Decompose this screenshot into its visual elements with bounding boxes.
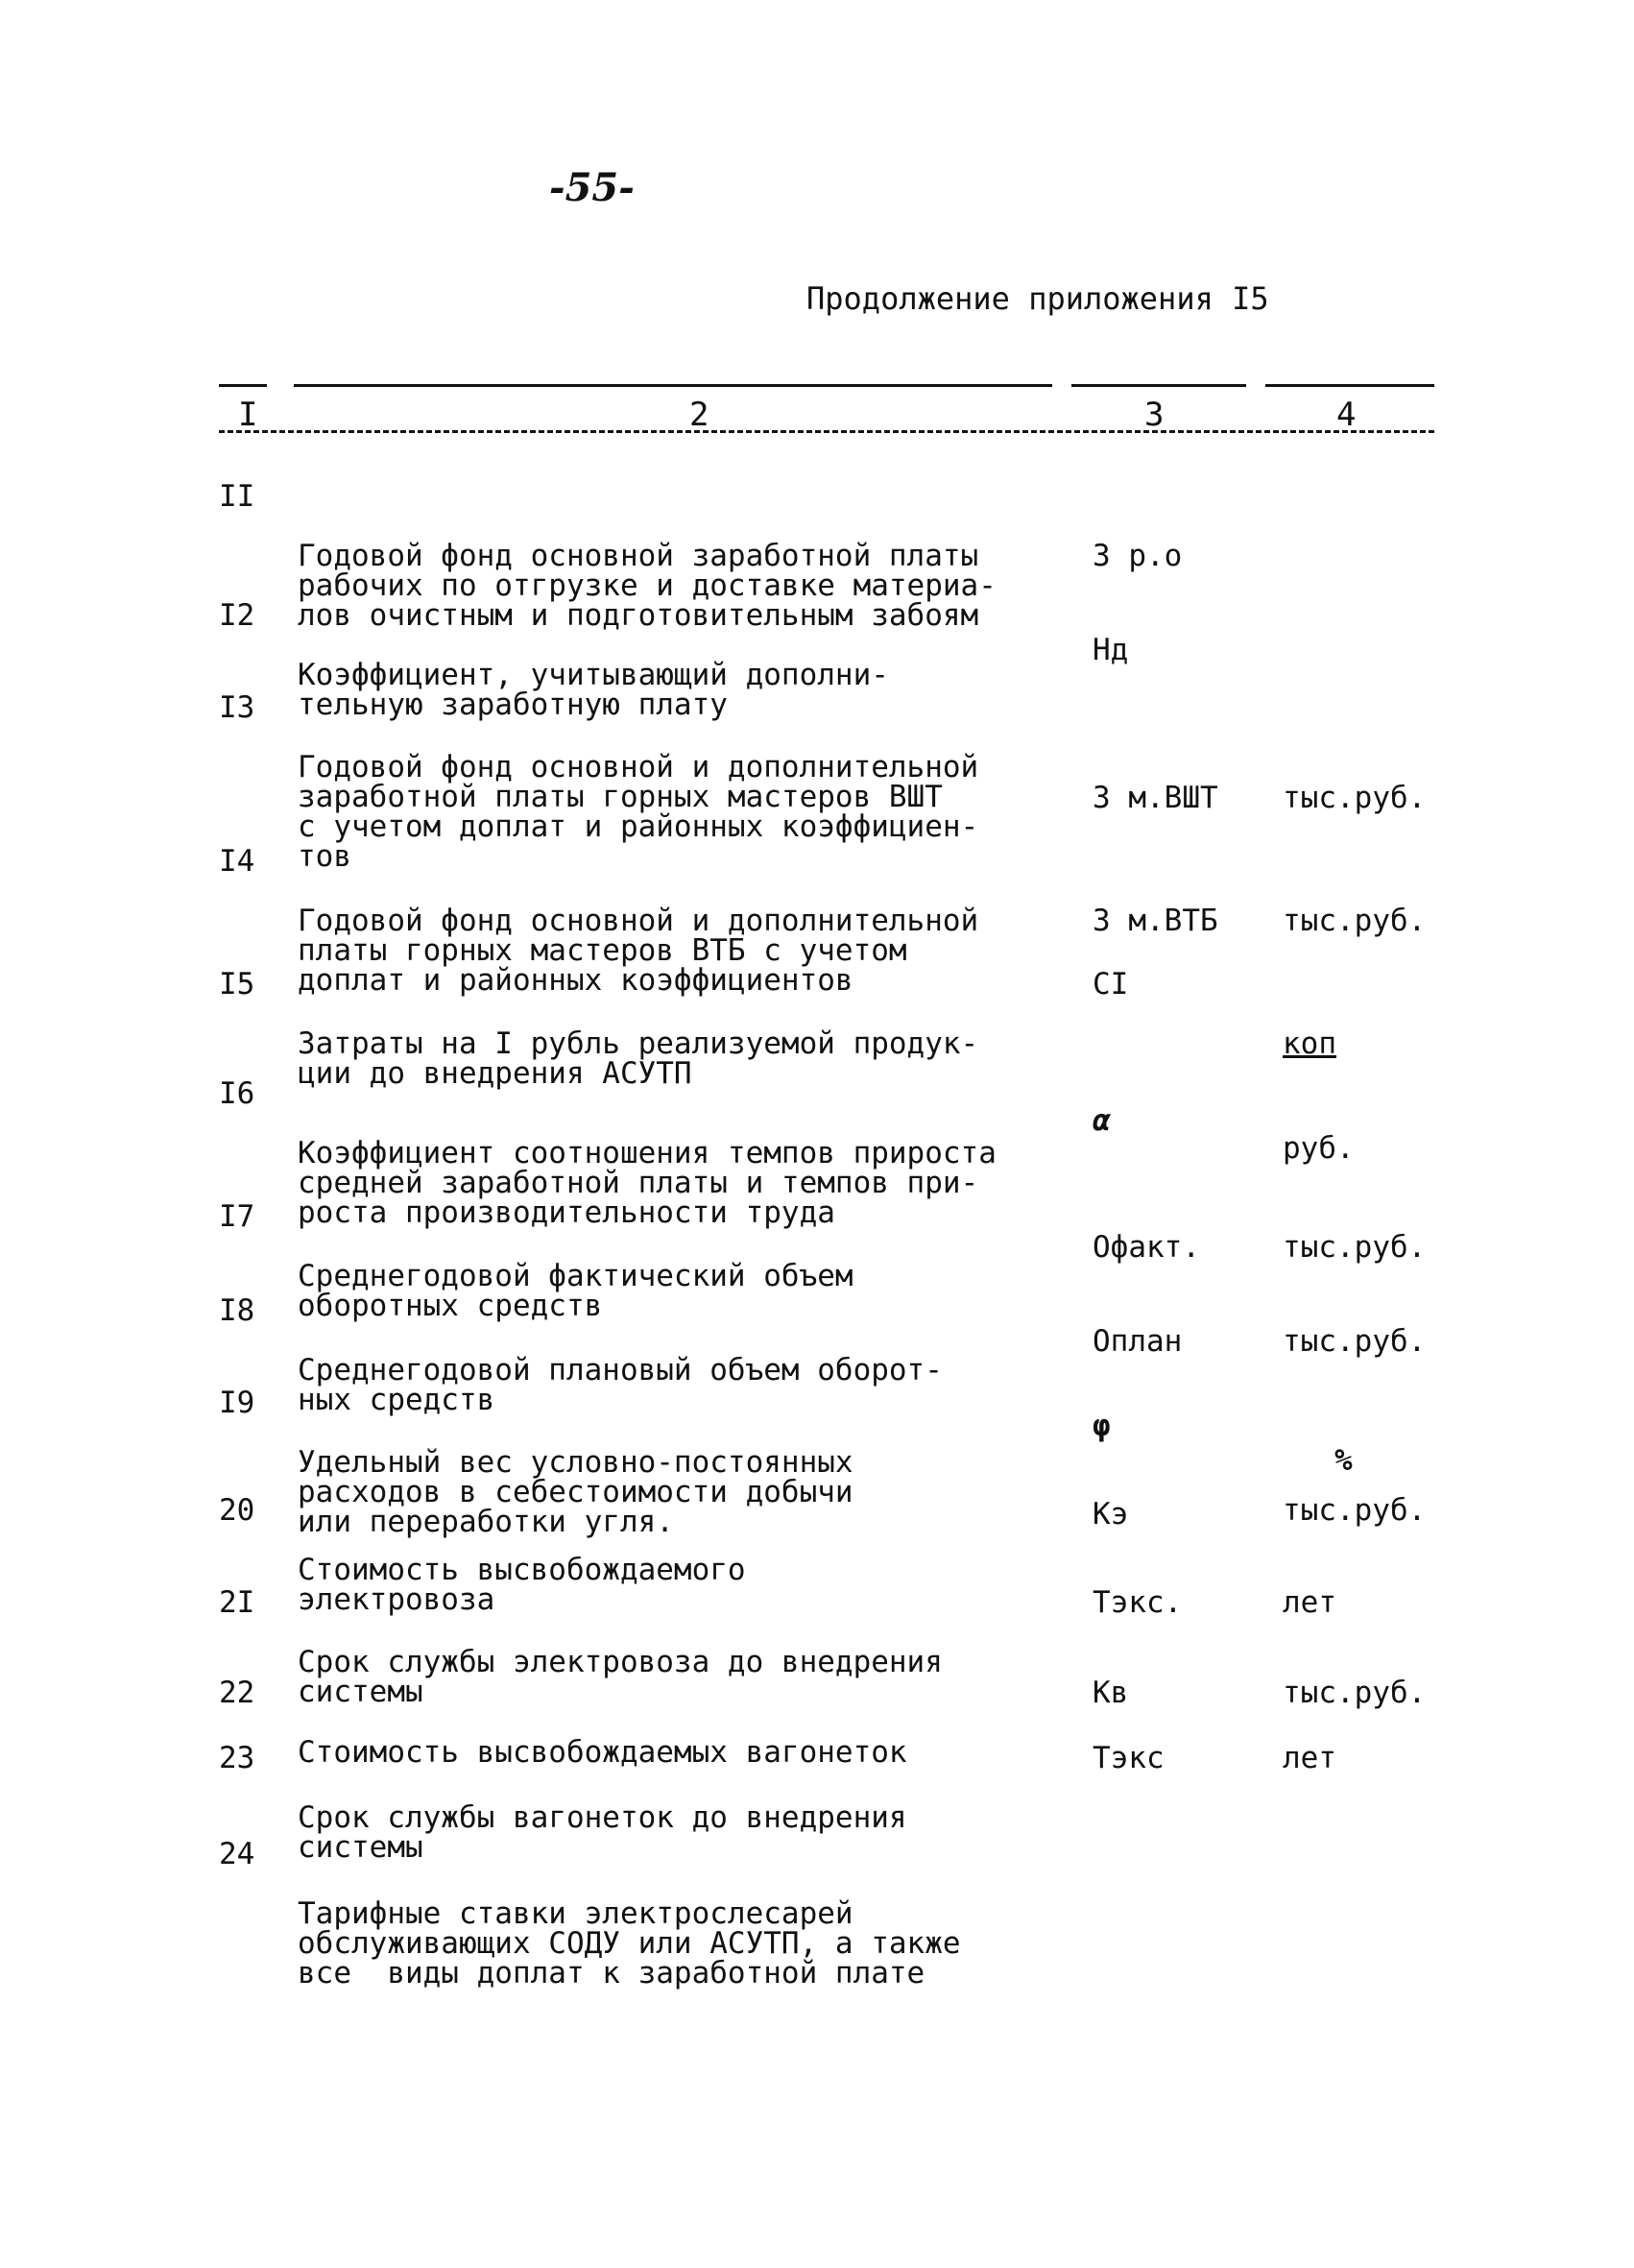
column-number-4: 4 bbox=[1336, 396, 1357, 434]
row-unit: тыс.руб. bbox=[1283, 1230, 1427, 1265]
column-number-3: 3 bbox=[1144, 396, 1165, 434]
row-number: I9 bbox=[219, 1386, 255, 1420]
row-description: Коэффициент, учитывающий дополни- тельную заработную плату bbox=[298, 658, 889, 722]
row-description: Годовой фонд основной и дополнительной платы горных мастеров ВТБ с учетом доплат и районных коэффициентов bbox=[298, 904, 979, 998]
row-unit-fraction: коп руб. bbox=[1283, 1026, 1355, 1166]
header-rule bbox=[1071, 384, 1246, 387]
row-symbol: Кэ bbox=[1093, 1497, 1129, 1532]
row-symbol: Офакт. bbox=[1093, 1230, 1200, 1265]
row-number: 23 bbox=[219, 1741, 255, 1775]
continuation-heading: Продолжение приложения I5 bbox=[806, 280, 1269, 317]
row-description: Срок службы электровоза до внедрения системы bbox=[298, 1645, 943, 1709]
row-unit: тыс.руб. bbox=[1283, 1676, 1427, 1710]
row-symbol: З м.ВТБ bbox=[1093, 904, 1218, 938]
row-description: Годовой фонд основной заработной платы рабочих по отгрузке и доставке материа- лов очистным и подготовительным забоям bbox=[298, 539, 997, 633]
row-description: Срок службы вагонеток до внедрения системы bbox=[298, 1800, 907, 1865]
page-number: -55- bbox=[549, 165, 635, 210]
row-number: I4 bbox=[219, 844, 255, 879]
row-description: Удельный вес условно-постоянных расходов в себестоимости добычи или переработки угля. bbox=[298, 1445, 853, 1539]
row-unit: тыс.руб. bbox=[1283, 904, 1427, 938]
row-symbol: З м.ВШТ bbox=[1093, 781, 1218, 815]
column-number-2: 2 bbox=[689, 396, 709, 434]
row-description: Стоимость высвобождаемого электровоза bbox=[298, 1553, 746, 1617]
row-description: Стоимость высвобождаемых вагонеток bbox=[298, 1735, 907, 1770]
column-number-1: I bbox=[238, 396, 258, 434]
row-unit: тыс.руб. bbox=[1283, 781, 1427, 815]
row-symbol: З р.о bbox=[1093, 539, 1183, 573]
row-number: I6 bbox=[219, 1076, 255, 1111]
row-number: I3 bbox=[219, 690, 255, 725]
row-number: 24 bbox=[219, 1837, 255, 1871]
row-number: II bbox=[219, 479, 255, 514]
row-description: Затраты на I рубль реализуемой продук- ции до внедрения АСУТП bbox=[298, 1026, 979, 1091]
row-symbol: СI bbox=[1093, 967, 1129, 1001]
row-symbol: φ bbox=[1093, 1409, 1111, 1443]
row-number: 22 bbox=[219, 1676, 255, 1710]
row-symbol: α bbox=[1093, 1103, 1111, 1138]
row-symbol: Тэкс bbox=[1093, 1741, 1165, 1775]
row-unit: тыс.руб. bbox=[1283, 1493, 1427, 1528]
row-description: Среднегодовой фактический объем оборотных средств bbox=[298, 1259, 853, 1323]
row-description: Среднегодовой плановый объем оборот- ных средств bbox=[298, 1353, 943, 1417]
row-number: 2I bbox=[219, 1585, 255, 1620]
row-unit: лет bbox=[1283, 1741, 1336, 1775]
row-number: I2 bbox=[219, 598, 255, 633]
row-description: Годовой фонд основной и дополнительной заработной платы горных мастеров ВШТ с учетом доплат и районных коэффициен- тов bbox=[298, 750, 979, 874]
row-description: Коэффициент соотношения темпов прироста средней заработной платы и темпов при- роста производительности труда bbox=[298, 1136, 997, 1230]
row-symbol: Тэкс. bbox=[1093, 1585, 1183, 1620]
row-number: I8 bbox=[219, 1293, 255, 1328]
row-unit: лет bbox=[1283, 1585, 1336, 1620]
row-unit: тыс.руб. bbox=[1283, 1324, 1427, 1359]
row-unit: % bbox=[1334, 1443, 1353, 1478]
row-number: I5 bbox=[219, 967, 255, 1001]
header-rule bbox=[1265, 384, 1434, 387]
row-symbol: Оплан bbox=[1093, 1324, 1183, 1359]
header-rule bbox=[294, 384, 1052, 387]
header-rule bbox=[219, 384, 267, 387]
row-symbol: Нд bbox=[1093, 633, 1129, 667]
row-number: I7 bbox=[219, 1199, 255, 1234]
row-number: 20 bbox=[219, 1493, 255, 1528]
row-description: Тарифные ставки электрослесарей обслуживающих СОДУ или АСУТП, а также все виды доплат к заработной плате bbox=[298, 1896, 961, 1991]
row-symbol: Кв bbox=[1093, 1676, 1129, 1710]
dashed-rule bbox=[219, 430, 1434, 433]
